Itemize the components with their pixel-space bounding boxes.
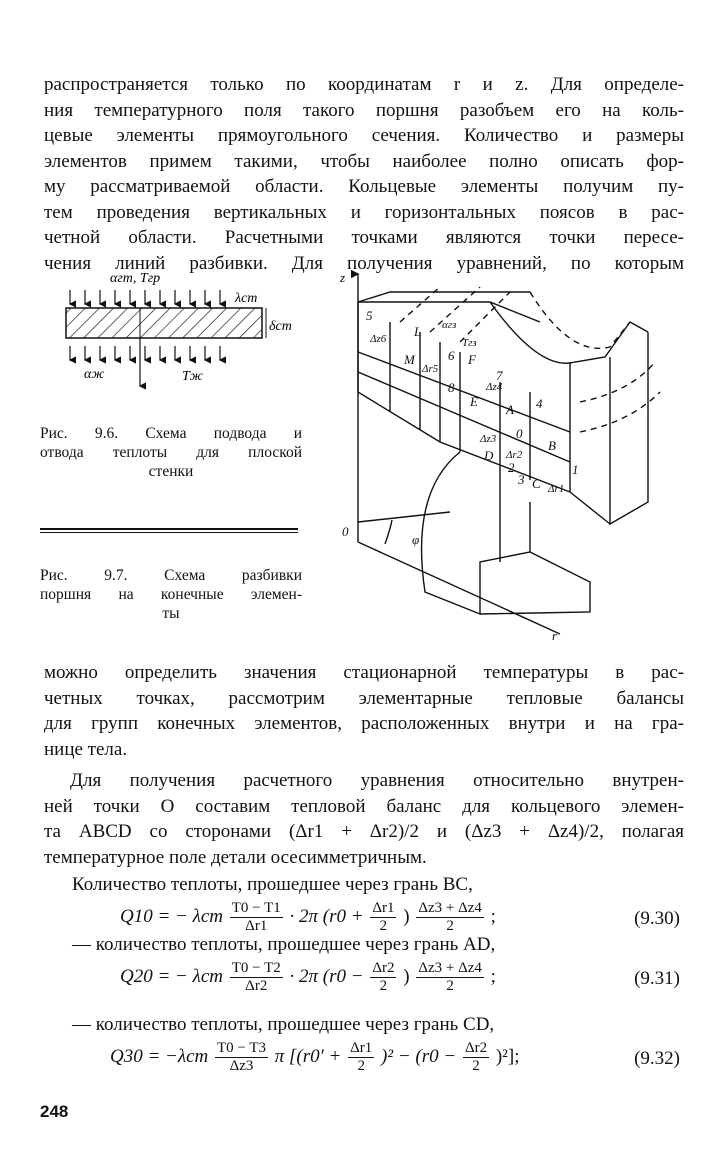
- top-back-outline: [358, 292, 530, 302]
- text-line: — количество теплоты, прошедшее через грань CD,: [72, 1014, 495, 1035]
- text-line: нице тела.: [44, 738, 128, 760]
- eq-den: 2: [446, 978, 454, 994]
- outgoing-heat-arrows: [70, 346, 220, 360]
- fig96-label-delta: δcm: [269, 319, 292, 334]
- text-line: му рассматриваемой области. Кольцевые элементы получим пу-: [44, 176, 684, 197]
- label-z: z: [340, 270, 346, 285]
- equation-number: (9.30): [634, 908, 680, 929]
- text-line: четных точках, рассмотрим элементарные тепловые балансы: [44, 687, 684, 709]
- text-line: ней точки O составим тепловой баланс для кольцевого элемен-: [44, 795, 684, 817]
- eq-num: Δz3 + Δz4: [418, 960, 482, 976]
- eq-num: Δr1: [350, 1040, 373, 1056]
- eq-den: 2: [472, 1058, 480, 1074]
- fig96-label-alpha-bottom: αж: [84, 367, 105, 382]
- caption-line: поршня на конечные элемен-: [40, 586, 302, 603]
- text-line: цевые элементы прямоугольного сечения. Количество и размеры: [44, 125, 684, 146]
- text-line: элементов примем такими, чтобы наиболее полно описать фор-: [44, 150, 684, 172]
- equation-number: (9.32): [634, 1048, 680, 1069]
- caption-line: стенки: [148, 463, 194, 480]
- label-7: 7: [496, 368, 503, 383]
- label-t: Tгз: [462, 337, 477, 349]
- paragraph-2: [44, 768, 684, 870]
- middle-paragraph: [44, 660, 684, 762]
- right-wall-bottom: [570, 492, 610, 524]
- eq-num: Δr2: [464, 1040, 488, 1056]
- label-o: 0: [516, 426, 523, 441]
- wall-section: [66, 308, 262, 338]
- label-a: A: [506, 402, 514, 417]
- eq-fraction: [230, 960, 283, 995]
- eq-end: ;: [490, 905, 496, 927]
- intro-cd: [72, 1012, 672, 1038]
- caption-line: отвода теплоты для плоской: [40, 444, 302, 461]
- eq-end: )²];: [495, 1045, 520, 1067]
- figure-9-7: [330, 262, 690, 642]
- eq-mid: · 2π (r0 +: [289, 905, 364, 927]
- caption-line: ты: [162, 605, 180, 622]
- separator-rule: [40, 532, 298, 533]
- caption-line: Рис. 9.6. Схема подвода и: [40, 425, 302, 442]
- eq-mid2: )² − (r0 −: [381, 1045, 457, 1067]
- eq-fraction: [416, 900, 484, 935]
- fig96-label-t-bottom: Tж: [182, 369, 203, 384]
- label-2: 2: [508, 460, 515, 475]
- eq-fraction: [348, 1040, 374, 1075]
- eq-fraction: [370, 900, 396, 935]
- text-line: Количество теплоты, прошедшее через грань BC,: [72, 874, 473, 895]
- eq-num: T0 − T1: [231, 900, 281, 916]
- eq-num: Δr2: [372, 960, 395, 976]
- eq-num: Δz3 + Δz4: [418, 900, 482, 916]
- eq-close: ): [403, 905, 410, 927]
- eq-close: ): [403, 965, 410, 987]
- eq-fraction: [370, 960, 396, 995]
- label-f: F: [468, 352, 476, 367]
- intro-ad: [72, 932, 672, 958]
- label-c: C: [532, 476, 541, 491]
- eq-num: T0 − T2: [231, 960, 281, 976]
- equation-9-30: [120, 900, 496, 935]
- caption-line: Рис. 9.7. Схема разбивки: [40, 567, 302, 584]
- fig97-caption: [40, 566, 302, 623]
- eq-lhs: Q20 = − λст: [120, 965, 223, 987]
- eq-den: 2: [379, 978, 388, 994]
- label-phi: φ: [412, 532, 420, 547]
- text-line: ния температурного поля такого поршня разобъем его на коль-: [44, 99, 684, 121]
- label-6: 6: [448, 348, 455, 363]
- label-alpha: αгз: [442, 319, 457, 331]
- dashed-line: [580, 362, 655, 402]
- eq-lhs: Q10 = − λст: [120, 905, 223, 927]
- intro-bc: [72, 872, 672, 898]
- top-paragraph: [44, 72, 684, 276]
- equation-9-31: [120, 960, 496, 995]
- text-line: распространяется только по координатам r и z. Для определе-: [44, 74, 684, 95]
- r-axis: [358, 542, 560, 634]
- text-line: можно определить значения стационарной температуры в рас-: [44, 662, 684, 683]
- eq-den: 2: [379, 918, 388, 934]
- eq-mid: · 2π (r0 −: [289, 965, 364, 987]
- eq-den: 2: [446, 918, 454, 934]
- skirt-outline: [422, 452, 590, 614]
- eq-den: Δr2: [245, 978, 268, 994]
- text-line: тем проведения вертикальных и горизонтальных поясов в рас-: [44, 201, 684, 223]
- text-line: та ABCD со сторонами (Δr1 + Δr2)/2 и (Δz3 + Δz4)/2, полагая: [44, 821, 684, 842]
- eq-den: Δr1: [245, 918, 268, 934]
- label-8: 8: [448, 380, 455, 395]
- text-line: Для получения расчетного уравнения относительно внутрен-: [70, 770, 684, 791]
- label-m: M: [404, 352, 415, 367]
- label-b: B: [548, 438, 556, 453]
- label-3: 3: [518, 472, 525, 487]
- dashed-line: [460, 292, 510, 342]
- label-d: D: [484, 448, 494, 463]
- crown-back-curve: [530, 292, 630, 348]
- text-line: — количество теплоты, прошедшее через грань AD,: [72, 934, 496, 955]
- figure-9-6: [40, 268, 302, 418]
- eq-fraction: [463, 1040, 489, 1075]
- equation-number: (9.31): [634, 968, 680, 989]
- label-dr5: Δr5: [422, 363, 439, 375]
- label-dz6: Δz6: [370, 333, 387, 345]
- incoming-heat-arrows: [70, 290, 220, 304]
- label-1: 1: [572, 462, 579, 477]
- label-5: 5: [366, 308, 373, 323]
- eq-fraction: [215, 1040, 268, 1075]
- fig96-label-lambda: λcm: [235, 291, 258, 306]
- phi-arc: [385, 520, 392, 544]
- right-wall: [610, 332, 648, 524]
- fig96-label-top: αгm, Tгр: [110, 271, 161, 286]
- label-origin: 0: [342, 524, 349, 539]
- label-dr2: Δr2: [506, 449, 523, 461]
- eq-lhs: Q30 = −λст: [110, 1045, 209, 1067]
- label-l: L: [414, 324, 422, 339]
- eq-den: 2: [357, 1058, 365, 1074]
- text-line: четной области. Расчетными точками являются точки пересе-: [44, 227, 684, 248]
- eq-den: Δz3: [229, 1058, 254, 1074]
- eq-fraction: [230, 900, 283, 935]
- text-line: температурное поле детали осесимметричным.: [44, 846, 427, 868]
- eq-fraction: [416, 960, 484, 995]
- eq-num: T0 − T3: [217, 1040, 267, 1056]
- eq-num: Δr1: [372, 900, 395, 916]
- label-e: E: [470, 394, 478, 409]
- label-dz4: Δz4: [486, 381, 503, 393]
- separator-rule: [40, 528, 298, 530]
- equation-9-32: [110, 1040, 519, 1075]
- grid-line: [358, 372, 570, 462]
- phi-ray: [358, 512, 450, 522]
- text-line: чения линий разбивки. Для получения уравнений, по которым: [44, 252, 684, 274]
- label-4: 4: [536, 396, 543, 411]
- eq-mid: π [(r0′ +: [274, 1045, 342, 1067]
- label-r: r: [552, 628, 558, 642]
- label-dr1: Δr1: [548, 483, 565, 495]
- text-line: для групп конечных элементов, расположенных внутри и на гра-: [44, 713, 684, 734]
- page-number: 248: [40, 1102, 69, 1121]
- eq-end: ;: [490, 965, 496, 987]
- label-dz3: Δz3: [480, 433, 497, 445]
- fig96-caption: [40, 424, 302, 481]
